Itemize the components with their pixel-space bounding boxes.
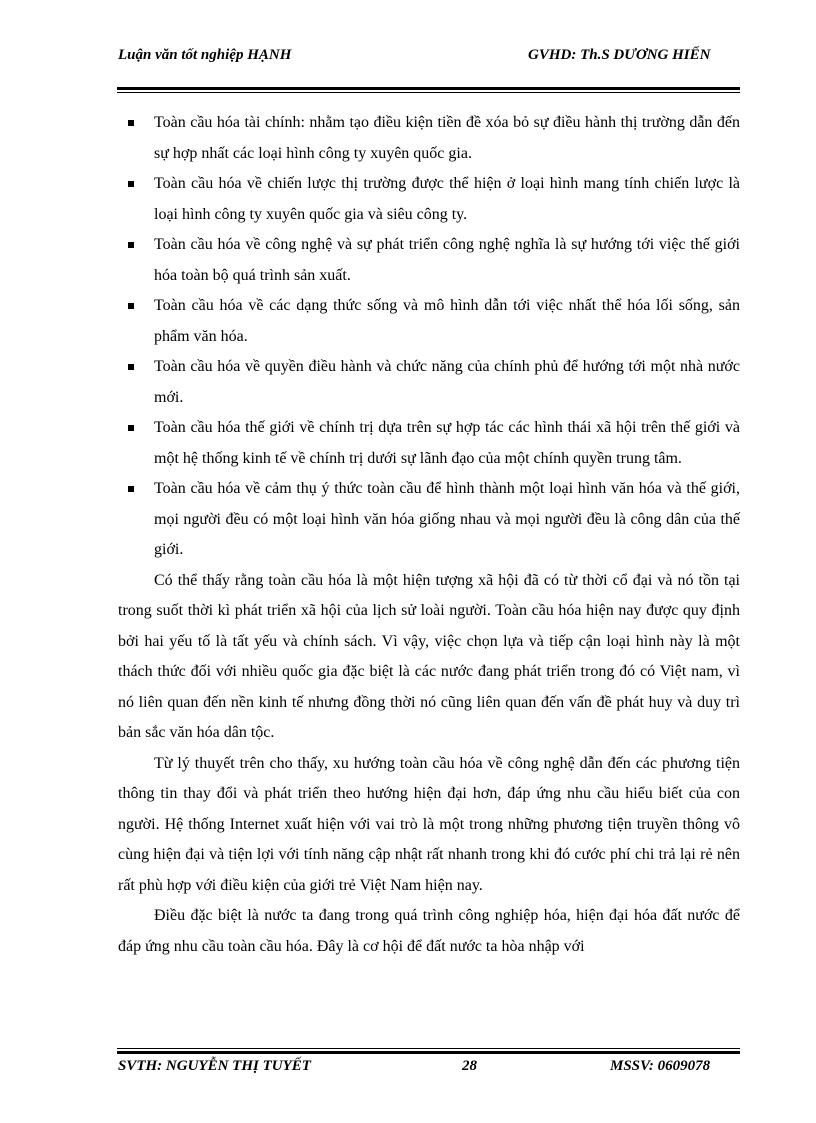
page-body (118, 108, 740, 962)
footer-student: SVTH: NGUYỄN THỊ TUYẾT (118, 1058, 311, 1074)
bullet-text: Toàn cầu hóa thế giới về chính trị dựa trên sự hợp tác các hình thái xã hội trên thế giới và một hệ thống kinh tế về chính trị dưới sự lãnh đạo của một chính quyền trung tâm. (154, 419, 740, 467)
header-left-text: Luận văn tốt nghiệp HẠNH (118, 47, 292, 63)
bullet-text: Toàn cầu hóa về công nghệ và sự phát triển công nghệ nghĩa là sự hướng tới việc thế giới hóa toàn bộ quá trình sản xuất. (154, 236, 740, 284)
square-bullet-icon (128, 120, 134, 126)
bullet-item (118, 108, 740, 169)
square-bullet-icon (128, 242, 134, 248)
square-bullet-icon (128, 303, 134, 309)
bullet-item (118, 230, 740, 291)
bullet-list (118, 108, 740, 566)
square-bullet-icon (128, 364, 134, 370)
footer-rule-thin (117, 1048, 740, 1049)
bullet-text: Toàn cầu hóa về cảm thụ ý thức toàn cầu để hình thành một loại hình văn hóa và thế giới, mọi người đều có một loại hình văn hóa giống nhau và mọi người đều là công dân của thế giới. (154, 480, 740, 558)
square-bullet-icon (128, 181, 134, 187)
bullet-item (118, 474, 740, 566)
body-paragraph: Từ lý thuyết trên cho thấy, xu hướng toàn cầu hóa về công nghệ dẫn đến các phương tiện thông tin thay đổi và phát triển theo hướng hiện đại hơn, đáp ứng nhu cầu hiểu biết của con người. Hệ thống Internet xuất hiện với vai trò là một trong những phương tiện truyền thông vô cùng hiện đại và tiện lợi với tính năng cập nhật rất nhanh trong khi đó cước phí chi trả lại rẻ nên rất phù hợp với điều kiện của giới trẻ Việt Nam hiện nay. (118, 754, 740, 894)
square-bullet-icon (128, 486, 134, 492)
header-rule-thick (117, 87, 740, 90)
bullet-item (118, 413, 740, 474)
bullet-text: Toàn cầu hóa về các dạng thức sống và mô hình dẫn tới việc nhất thể hóa lối sống, sản phẩm văn hóa. (154, 297, 740, 345)
body-paragraph: Có thể thấy rằng toàn cầu hóa là một hiện tượng xã hội đã có từ thời cổ đại và nó tồn tại trong suốt thời kì phát triển xã hội của lịch sử loài người. Toàn cầu hóa hiện nay được quy định bởi hai yếu tố là tất yếu và chính sách. Vì vậy, việc chọn lựa và tiếp cận loại hình này là một thách thức đối với nhiều quốc gia đặc biệt là các nước đang phát triển trong đó có Việt nam, vì nó liên quan đến nền kinh tế nhưng đồng thời nó cũng liên quan đến vấn đề phát huy và duy trì bản sắc văn hóa dân tộc. (118, 571, 740, 741)
bullet-text: Toàn cầu hóa về quyền điều hành và chức năng của chính phủ để hướng tới một nhà nước mới. (154, 358, 740, 406)
square-bullet-icon (128, 425, 134, 431)
bullet-item (118, 291, 740, 352)
body-paragraph: Điều đặc biệt là nước ta đang trong quá trình công nghiệp hóa, hiện đại hóa đất nước để đáp ứng nhu cầu toàn cầu hóa. Đây là cơ hội để đất nước ta hòa nhập với (118, 907, 740, 955)
bullet-item (118, 352, 740, 413)
header-rule-thin (117, 92, 740, 93)
bullet-text: Toàn cầu hóa về chiến lược thị trường được thể hiện ở loại hình mang tính chiến lược là loại hình công ty xuyên quốc gia và siêu công ty. (154, 175, 740, 223)
footer-rule-thick (117, 1051, 740, 1054)
footer-student-id: MSSV: 0609078 (610, 1058, 711, 1074)
page-number: 28 (462, 1058, 477, 1074)
bullet-text: Toàn cầu hóa tài chính: nhằm tạo điều kiện tiền đề xóa bỏ sự điều hành thị trường dẫn đến sự hợp nhất các loại hình công ty xuyên quốc gia. (154, 114, 740, 162)
header-right-text: GVHD: Th.S DƯƠNG HIỂN (528, 47, 711, 63)
page-header (118, 46, 740, 90)
bullet-item (118, 169, 740, 230)
